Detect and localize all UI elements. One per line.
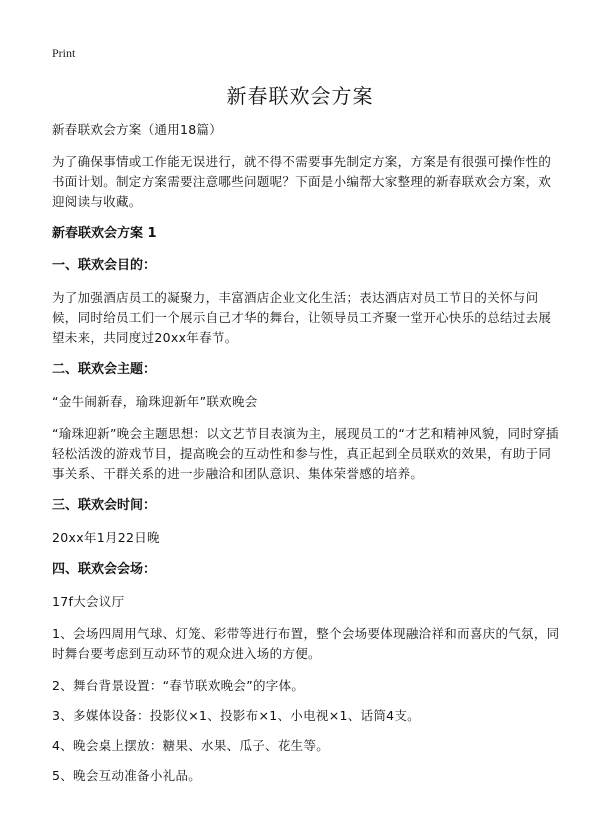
print-link[interactable]: Print [52,46,76,60]
purpose-paragraph: 为了加强酒店员工的凝聚力，丰富酒店企业文化生活；表达酒店对员工节日的关怀与问候，同时给员工们一个展示自己才华的舞台，让领导员工齐聚一堂开心快乐的总结过去展望未来，共同度过20xx年春节。 [52,290,552,345]
list-item: 4、晚会桌上摆放：糖果、水果、瓜子、花生等。 [52,738,330,753]
intro-paragraph: 为了确保事情或工作能无误进行，就不得不需要事先制定方案，方案是有很强可操作性的书面计划。制定方案需要注意哪些问题呢？下面是小编帮大家整理的新春联欢会方案，欢迎阅读与收藏。 [52,154,552,209]
venue-text: 17f大会议厅 [52,594,125,609]
list-item: 2、舞台背景设置：“春节联欢晚会”的字体。 [52,678,305,693]
purpose-heading: 一、联欢会目的： [52,258,157,273]
document-subtitle: 新春联欢会方案（通用18篇） [52,122,223,137]
time-heading: 三、联欢会时间： [52,498,157,513]
theme-heading: 二、联欢会主题： [52,362,157,377]
list-item: 5、晚会互动准备小礼品。 [52,768,202,783]
theme-name: “金牛闹新春，瑜珠迎新年”联欢晚会 [52,394,258,409]
time-text: 20xx年1月22日晚 [52,530,160,545]
list-item: 1、会场四周用气球、灯笼、彩带等进行布置，整个会场要体现融洽祥和而喜庆的气氛，同时舞台要考虑到互动环节的观众进入场的方便。 [52,626,560,661]
document-body [52,120,560,796]
section-title: 新春联欢会方案 1 [52,226,157,241]
theme-paragraph: “瑜珠迎新”晚会主题思想：以文艺节目表演为主，展现员工的“才艺和精神风貌，同时穿插轻松活泼的游戏节目，提高晚会的互动性和参与性，真正起到全员联欢的效果，有助于同事关系、干群关系的进一步融洽和团队意识、集体荣誉感的培养。 [52,426,559,481]
page-title: 新春联欢会方案 [226,84,374,108]
venue-heading: 四、联欢会会场： [52,562,157,577]
list-item: 3、多媒体设备：投影仪×1、投影布×1、小电视×1、话筒4支。 [52,708,420,723]
